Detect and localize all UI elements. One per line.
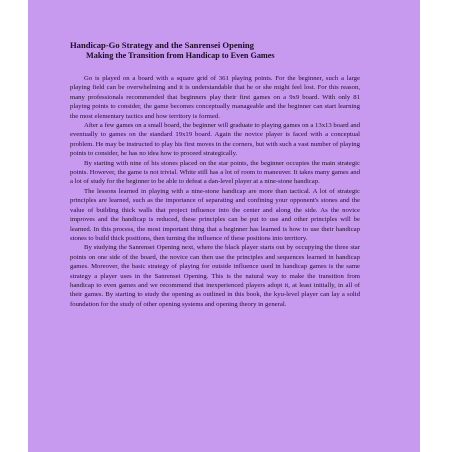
paragraph-2: After a few games on a small board, the beginner will graduate to playing games on a 13x13 board and eventually to games on the standard 19x19 board. Again the novice player is faced with a conceptual problem. He may be instructed to play his first moves in the corners, but with such a vast number of playing points to consider, he has no idea how to proceed strategically. xyxy=(70,122,360,158)
paragraph-1: Go is played on a board with a square grid of 361 playing points. For the beginner, such a large playing field can be overwhelming and it is understandable that he or she might feel lost. For this reason, many professionals recommended that beginners play their first games on a 9x9 board. With only 81 playing points to consider, the game becomes conceptually manageable and the beginner can start learning the most elementary tactics and how territory is formed. xyxy=(70,75,360,120)
paragraph-4: The lessons learned in playing with a nine-stone handicap are more than tactical. A lot of strategic principles are learned, such as the importance of separating and confining your opponent's stones and the value of building thick walls that project influence into the center and along the side. As the novice improves and the handicap is reduced, these principles can be put to use and other principles will be learned. In this process, the most important thing that a beginner has learned is how to use their handicap stones to build thick positions, then turning the influence of these positions into territory. xyxy=(70,187,360,242)
page-subtitle: Making the Transition from Handicap to Even Games xyxy=(86,50,275,60)
page-content xyxy=(70,40,360,309)
paragraph-5: By studying the Sanrensei Opening next, where the black player starts out by occupying the three star points on one side of the board, the novice can then use the principles and sequences learned in handicap games. Moreover, the basic strategy of playing for outside influence used in handicap games is the same strategy a player uses in the Sanrensei Opening. This is the natural way to make the transition from handicap to even games and we recommend that inexperienced players adopt it, at least initially, in all of their games. By starting to study the opening as outlined in this book, the kyu-level player can lay a solid foundation for the study of other opening systems and opening theory in general. xyxy=(70,244,360,308)
body-text xyxy=(70,74,360,309)
book-page xyxy=(28,0,420,452)
page-title: Handicap-Go Strategy and the Sanrensei Opening xyxy=(70,40,254,50)
paragraph-3: By starting with nine of his stones placed on the star points, the beginner occupies the main strategic points. However, the game is not trivial. White still has a lot of room to maneuver. It takes many games and a lot of study for the beginner to be able to defeat a dan-level player at a nine-stone handicap. xyxy=(70,159,360,186)
